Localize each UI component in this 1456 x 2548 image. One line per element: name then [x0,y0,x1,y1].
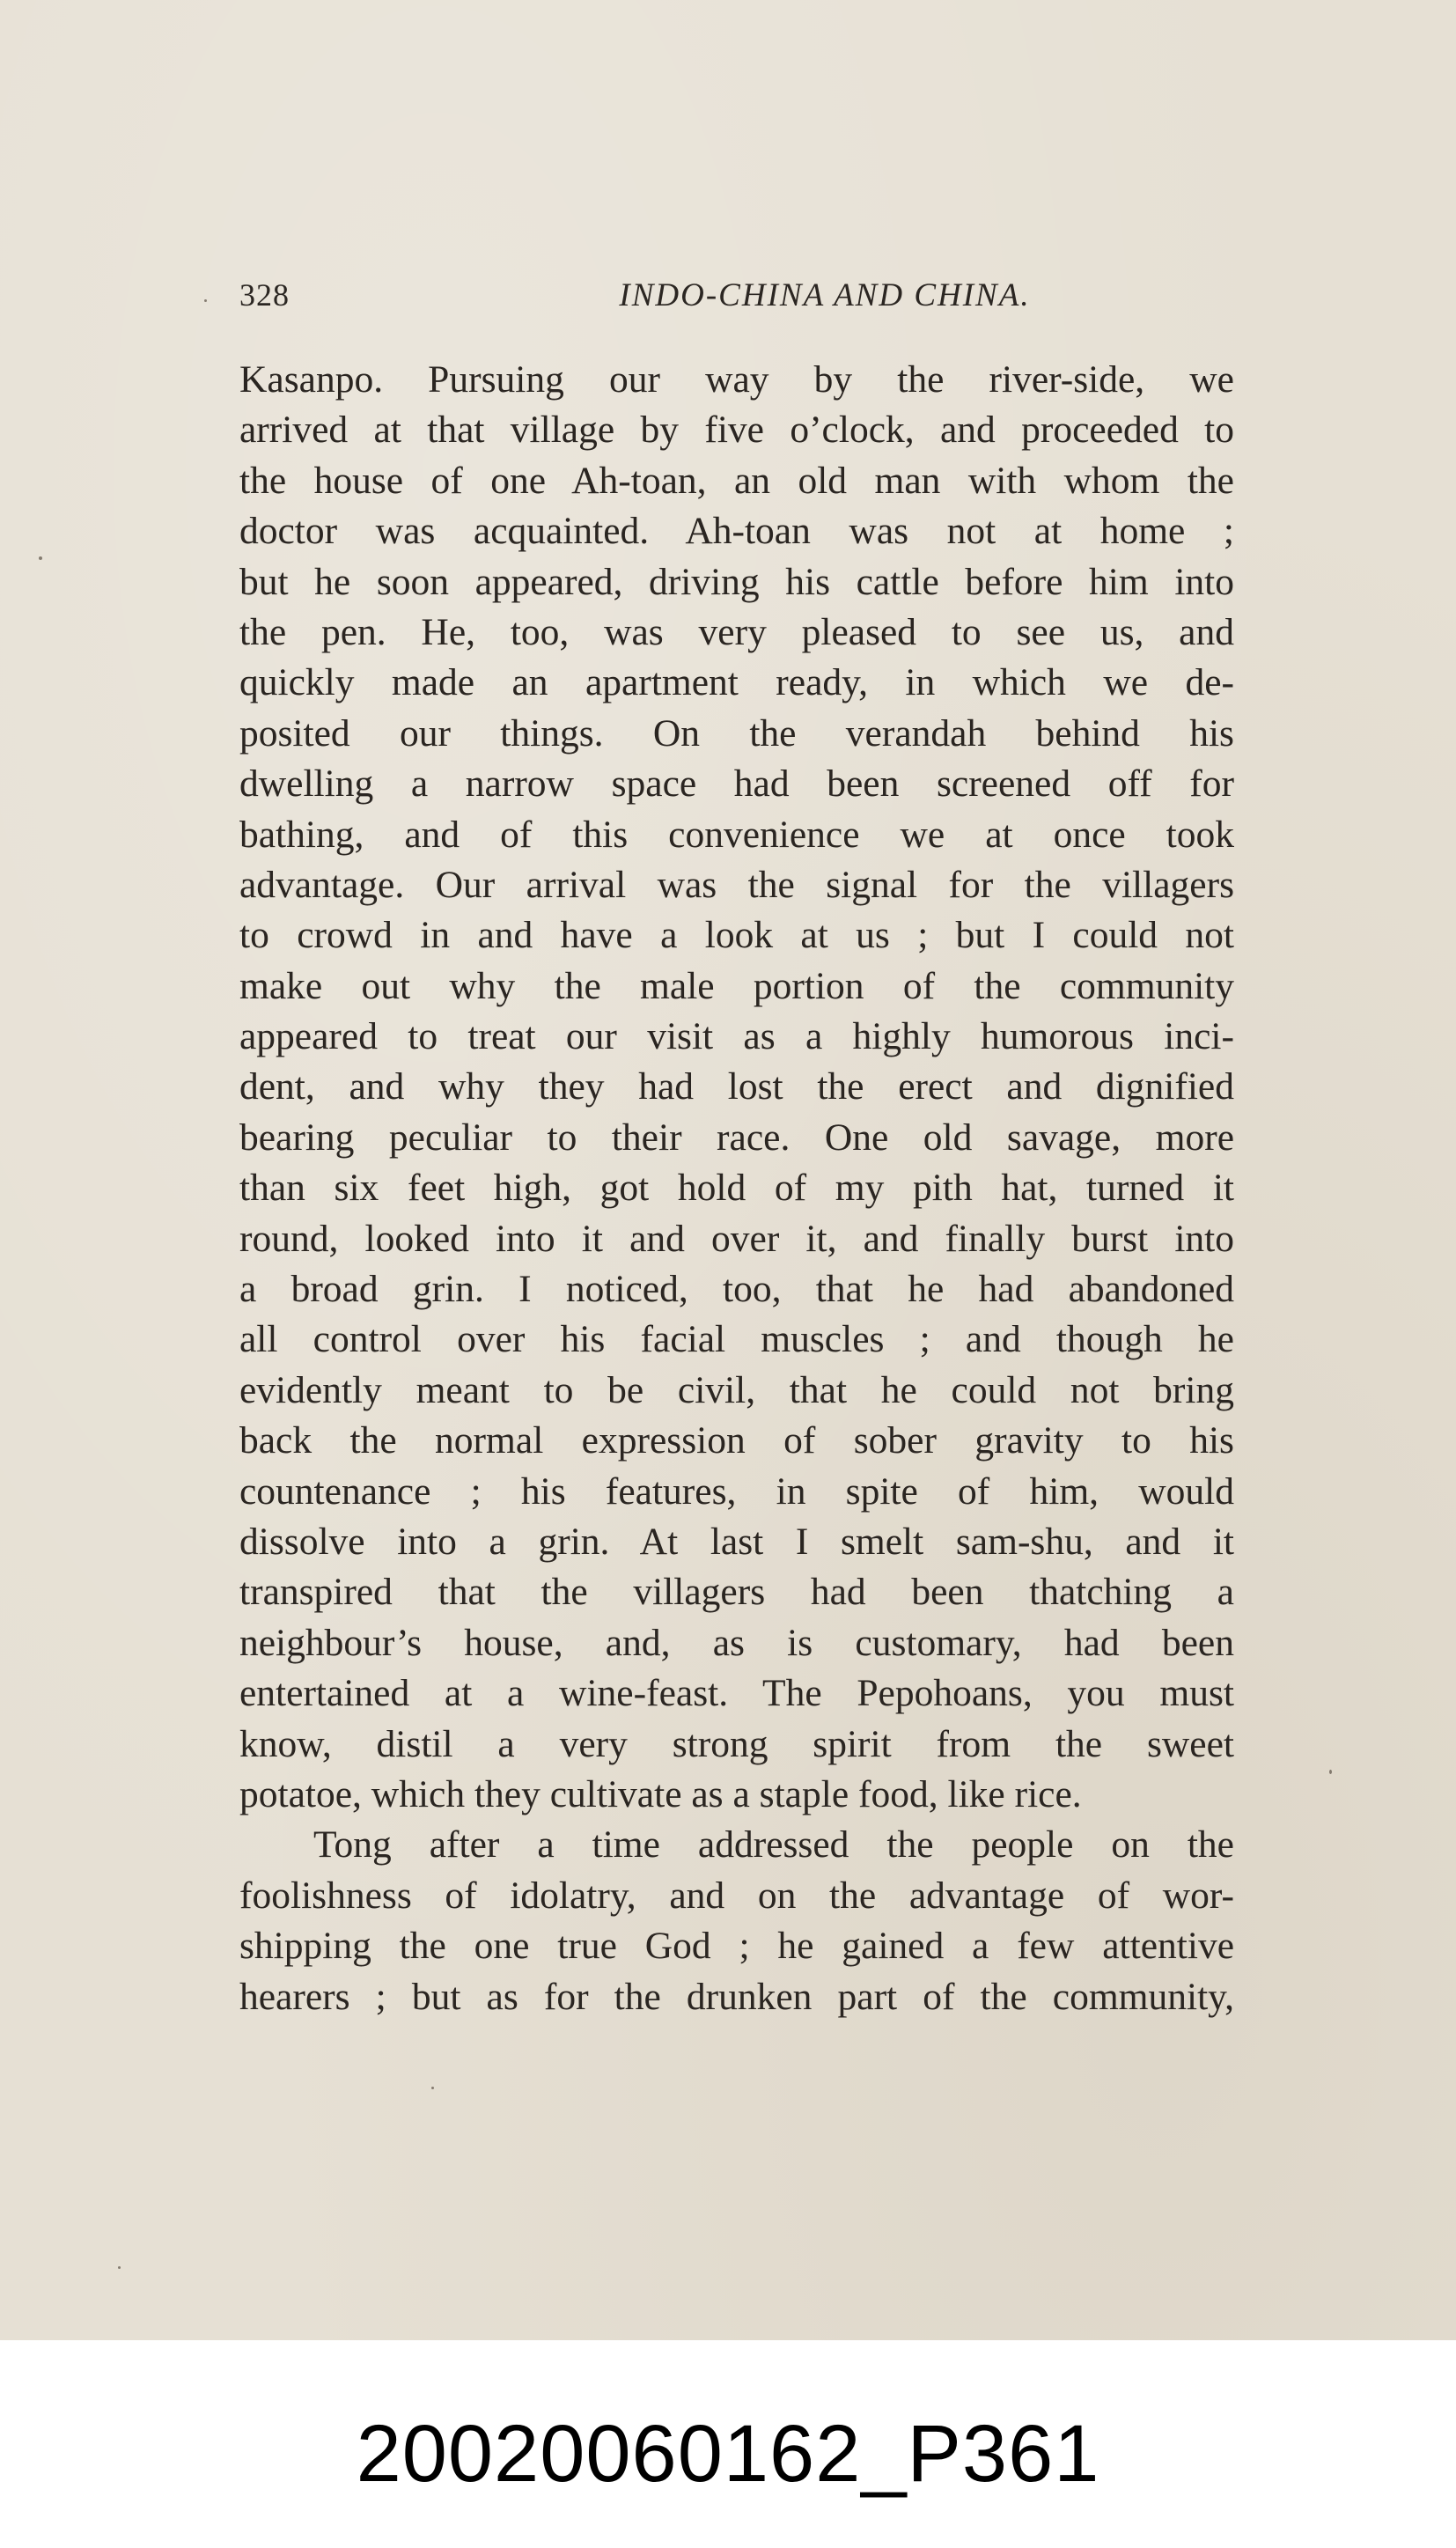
text-line: bearing peculiar to their race. One old savage, more [239,1116,1234,1159]
text-line: arrived at that village by five o’clock, and proceeded to [239,409,1234,452]
text-line: the house of one Ah-toan, an old man with whom the [239,459,1234,502]
image-id-caption: 20020060162_P361 [356,2409,1100,2499]
text-line: bathing, and of this convenience we at once took [239,813,1234,856]
running-title: INDO-CHINA AND CHINA. [619,277,1031,313]
paper-speck [118,2266,121,2269]
text-line: round, looked into it and over it, and finally burst into [239,1217,1234,1260]
text-line: shipping the one true God ; he gained a few attentive [239,1925,1234,1968]
page-number: 328 [239,277,290,313]
text-line: know, distil a very strong spirit from the sweet [239,1722,1234,1765]
text-line: to crowd in and have a look at us ; but I could not [239,914,1234,957]
text-line: the pen. He, too, was very pleased to see us, and [239,610,1234,653]
text-line: Tong after a time addressed the people on the [313,1823,1234,1867]
text-line: than six feet high, got hold of my pith hat, turned it [239,1167,1234,1210]
text-line: Kasanpo. Pursuing our way by the river-side, we [239,358,1234,401]
text-line: advantage. Our arrival was the signal for the villagers [239,863,1234,906]
text-line: entertained at a wine-feast. The Pepohoans, you must [239,1672,1234,1715]
text-line: countenance ; his features, in spite of him, would [239,1469,1234,1513]
text-line: back the normal expression of sober gravity to his [239,1419,1234,1462]
paper-speck [1329,1770,1332,1774]
text-line: a broad grin. I noticed, too, that he had abandoned [239,1268,1234,1311]
text-line: potatoe, which they cultivate as a staple food, like rice. [239,1772,1082,1815]
paper-speck [204,299,207,302]
paper-speck [431,2087,434,2089]
text-line: posited our things. On the verandah behind his [239,711,1234,755]
text-line: quickly made an apartment ready, in which we de- [239,661,1234,704]
body-text [239,355,1234,2022]
text-line: dissolve into a grin. At last I smelt sam-shu, and it [239,1520,1234,1563]
text-line: evidently meant to be civil, that he could not bring [239,1368,1234,1411]
running-head [239,276,1234,315]
text-line: foolishness of idolatry, and on the advantage of wor- [239,1874,1234,1917]
paper-speck [39,556,42,560]
text-line: make out why the male portion of the community [239,964,1234,1007]
text-line: dent, and why they had lost the erect and dignified [239,1065,1234,1108]
text-line: dwelling a narrow space had been screened off for [239,762,1234,806]
text-line: but he soon appeared, driving his cattle before him into [239,560,1234,603]
text-line: doctor was acquainted. Ah-toan was not at home ; [239,510,1234,553]
text-line: appeared to treat our visit as a highly humorous inci- [239,1015,1234,1058]
text-line: hearers ; but as for the drunken part of the community, [239,1975,1234,2018]
text-line: all control over his facial muscles ; and though he [239,1318,1234,1361]
text-line: neighbour’s house, and, as is customary, had been [239,1621,1234,1664]
text-line: transpired that the villagers had been thatching a [239,1571,1234,1614]
